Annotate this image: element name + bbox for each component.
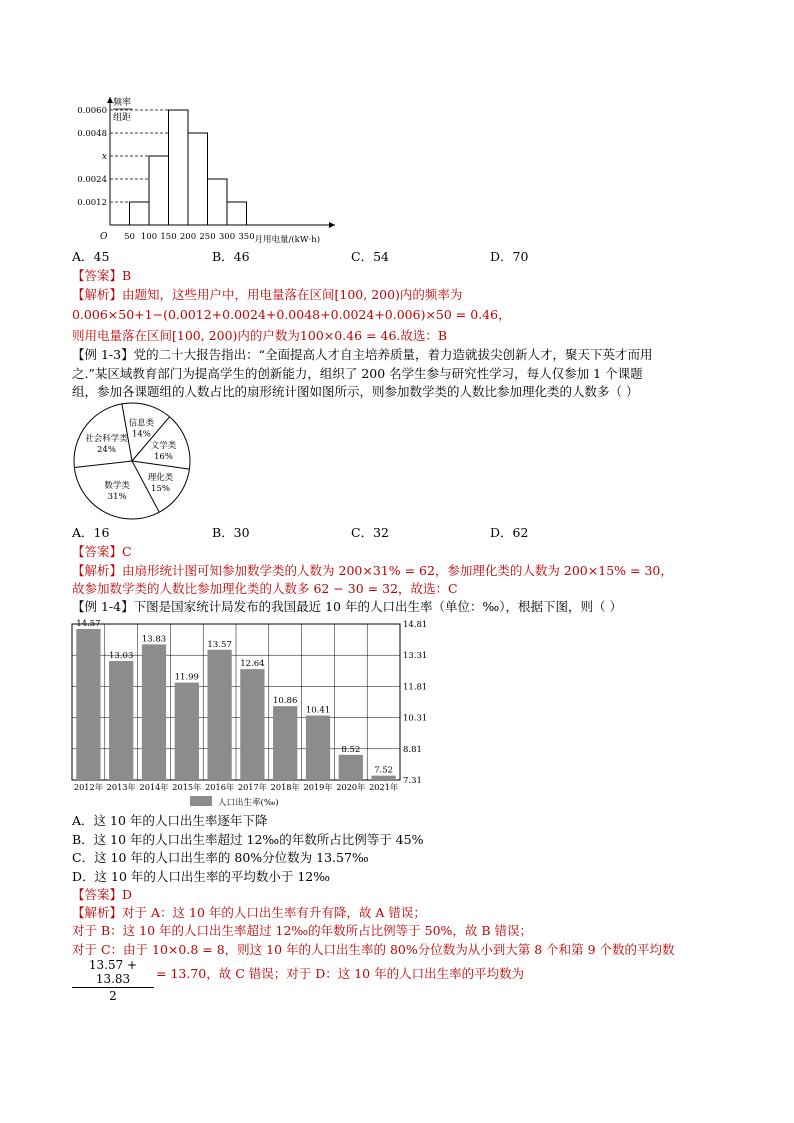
y-axis-label-top: 频率 bbox=[113, 98, 132, 108]
answer-tag: 【答案】 bbox=[72, 268, 123, 283]
question-title: 【例 1-3】党的二十大报告指出：“全面提高人才自主培养质量，着力造就拔尖创新人才，聚天下英才而用 bbox=[72, 347, 653, 362]
pie-chart bbox=[70, 402, 195, 522]
x-tick-label: 2018年 bbox=[270, 782, 300, 792]
answer-tag: 【答案】 bbox=[72, 887, 123, 902]
option-a: A．16 bbox=[72, 525, 110, 540]
y-axis-label-bottom: 组距 bbox=[113, 113, 132, 123]
y-tick-label: x bbox=[101, 152, 107, 162]
option-c: C．54 bbox=[351, 249, 389, 264]
pie-slice-label: 理化类 bbox=[147, 472, 174, 483]
x-tick-label: 2017年 bbox=[237, 782, 267, 792]
y-tick-label: 10.31 bbox=[403, 713, 428, 724]
answer-value: D bbox=[122, 887, 133, 902]
analysis-tag: 【解析】 bbox=[72, 287, 123, 302]
x-tick-label: 100 bbox=[140, 232, 158, 242]
option-a: A．45 bbox=[72, 249, 110, 264]
analysis-line bbox=[72, 562, 673, 580]
analysis-tag: 【解析】 bbox=[72, 563, 123, 578]
y-tick-label: 11.81 bbox=[403, 682, 428, 693]
analysis-formula: 0.006×50+1−(0.0012+0.0024+0.0048+0.0024+0.006)×50 = 0.46， bbox=[72, 307, 511, 322]
x-tick-label: 250 bbox=[199, 232, 216, 242]
option-b: B．46 bbox=[212, 249, 250, 264]
legend-swatch bbox=[190, 796, 212, 806]
birth-rate-bar-chart bbox=[68, 616, 438, 816]
analysis-text: 对于 B：这 10 年的人口出生率超过 12‰的年数所占比例等于 50%，故 B 错误； bbox=[72, 923, 533, 938]
pie-slice-label: 信息类 bbox=[128, 418, 155, 429]
bar bbox=[240, 669, 264, 780]
histogram-bar bbox=[149, 156, 169, 225]
fraction-numerator: 13.57 + 13.83 bbox=[88, 958, 138, 986]
analysis-line bbox=[72, 904, 426, 922]
histogram-bar bbox=[130, 202, 150, 225]
question-text: 之.”某区域教育部门为提高学生的创新能力，组织了 200 名学生参与研究性学习，每人仅参加 1 个课题 bbox=[72, 366, 643, 381]
pie-slice-percent: 15% bbox=[151, 483, 170, 494]
histogram-bar bbox=[227, 202, 247, 225]
option-d: D．62 bbox=[490, 525, 529, 540]
pie-slice-percent: 14% bbox=[131, 429, 151, 440]
y-tick-label: 8.81 bbox=[403, 744, 422, 755]
x-tick-label: 2014年 bbox=[139, 782, 169, 792]
question-title: 【例 1-4】下图是国家统计局发布的我国最近 10 年的人口出生率（单位：‰），根据下图，则（ ） bbox=[72, 599, 622, 614]
y-tick-label: 7.31 bbox=[403, 776, 422, 786]
analysis-text: 由题知，这些用户中，用电量落在区间[100, 200)内的频率为 bbox=[122, 287, 463, 302]
legend-label: 人口出生率(‰) bbox=[218, 798, 279, 808]
analysis-text: 对于 A：这 10 年的人口出生率有升有降，故 A 错误； bbox=[122, 905, 426, 920]
origin-label: O bbox=[100, 232, 108, 242]
x-tick-label: 2015年 bbox=[172, 782, 202, 792]
y-tick-label: 0.0060 bbox=[77, 106, 107, 116]
bar-value-label: 10.86 bbox=[273, 696, 298, 707]
x-tick-label: 2019年 bbox=[303, 782, 333, 792]
y-tick-label: 13.31 bbox=[403, 651, 428, 662]
bar bbox=[371, 776, 395, 780]
analysis-line bbox=[72, 286, 462, 304]
x-tick-label: 2021年 bbox=[369, 782, 399, 792]
analysis-conclusion: 则用电量落在区间[100, 200)内的户数为100×0.46 = 46.故选：B bbox=[72, 328, 448, 343]
pie-slice-label: 社会科学类 bbox=[85, 433, 128, 444]
option-d: D．这 10 年的人口出生率的平均数小于 12‰ bbox=[72, 869, 331, 884]
x-tick-label: 2012年 bbox=[73, 782, 103, 792]
bar-value-label: 13.03 bbox=[109, 651, 134, 662]
bar-value-label: 12.64 bbox=[240, 659, 265, 670]
option-b: B．这 10 年的人口出生率超过 12‰的年数所占比例等于 45% bbox=[72, 832, 424, 847]
bar-value-label: 10.41 bbox=[305, 705, 331, 716]
fraction-denominator: 2 bbox=[109, 989, 117, 1003]
bar-value-label: 13.83 bbox=[141, 634, 167, 645]
bar bbox=[142, 644, 166, 780]
bar bbox=[76, 629, 100, 780]
answer-line bbox=[72, 886, 132, 904]
analysis-conclusion: 故参加数学类的人数比参加理化类的人数多 62 − 30 = 32，故选：C bbox=[72, 581, 458, 596]
pie-slice-label: 数学类 bbox=[104, 481, 130, 492]
bar bbox=[339, 755, 363, 780]
x-tick-label: 350 bbox=[238, 232, 255, 242]
x-tick-label: 150 bbox=[160, 232, 177, 242]
x-tick-label: 2016年 bbox=[205, 782, 235, 792]
option-b: B．30 bbox=[212, 525, 250, 540]
pie-slice-percent: 24% bbox=[97, 444, 116, 455]
option-c: C．32 bbox=[351, 525, 389, 540]
x-tick-label: 200 bbox=[179, 232, 197, 242]
bar bbox=[207, 650, 231, 780]
option-c: C．这 10 年的人口出生率的 80%分位数为 13.57‰ bbox=[72, 850, 369, 865]
bar bbox=[273, 706, 297, 780]
analysis-text: 对于 C：由于 10×0.8 = 8，则这 10 年的人口出生率的 80%分位数为从小到大第 8 个和第 9 个数的平均数 bbox=[72, 942, 675, 957]
x-tick-label: 300 bbox=[218, 232, 236, 242]
bar-value-label: 13.57 bbox=[207, 639, 232, 650]
y-tick-label: 0.0012 bbox=[77, 198, 107, 208]
pie-slice-percent: 31% bbox=[107, 492, 127, 503]
y-tick-label: 0.0024 bbox=[77, 175, 107, 185]
bar bbox=[306, 716, 330, 780]
answer-line bbox=[72, 543, 132, 561]
frequency-histogram bbox=[70, 95, 345, 245]
histogram-bar bbox=[188, 133, 208, 225]
fraction bbox=[72, 958, 154, 1003]
x-tick-label: 2013年 bbox=[106, 782, 136, 792]
bar-value-label: 14.57 bbox=[76, 618, 101, 629]
x-tick-label: 2020年 bbox=[336, 782, 366, 792]
histogram-bar bbox=[208, 179, 228, 225]
y-tick-label: 0.0048 bbox=[77, 129, 107, 139]
answer-line bbox=[72, 267, 131, 285]
answer-value: B bbox=[122, 268, 132, 283]
analysis-text: = 13.70，故 C 错误；对于 D：这 10 年的人口出生率的平均数为 bbox=[156, 966, 525, 981]
bar-value-label: 7.52 bbox=[374, 765, 394, 776]
pie-slice-label: 文学类 bbox=[150, 441, 177, 452]
pie-slice-percent: 16% bbox=[153, 452, 173, 463]
histogram-bar bbox=[169, 110, 189, 225]
y-tick-label: 14.81 bbox=[403, 620, 428, 630]
answer-tag: 【答案】 bbox=[72, 544, 123, 559]
x-axis-label: 月用电量/(kW·h) bbox=[254, 235, 321, 245]
bar-value-label: 8.52 bbox=[341, 744, 361, 755]
x-tick-label: 50 bbox=[124, 232, 135, 242]
question-text: 组，参加各课题组的人数占比的扇形统计图如图所示，则参加数学类的人数比参加理化类的人数多（ ） bbox=[72, 384, 639, 399]
bar bbox=[175, 683, 199, 780]
option-d: D．70 bbox=[490, 249, 529, 264]
analysis-text: 由扇形统计图可知参加数学类的人数为 200×31% = 62，参加理化类的人数为 200×15% = 30， bbox=[122, 563, 673, 578]
option-a: A．这 10 年的人口出生率逐年下降 bbox=[72, 813, 268, 828]
answer-value: C bbox=[122, 544, 132, 559]
bar-value-label: 11.99 bbox=[174, 672, 199, 683]
x-axis-arrow bbox=[329, 222, 335, 228]
bar bbox=[109, 661, 133, 780]
analysis-tag: 【解析】 bbox=[72, 905, 123, 920]
